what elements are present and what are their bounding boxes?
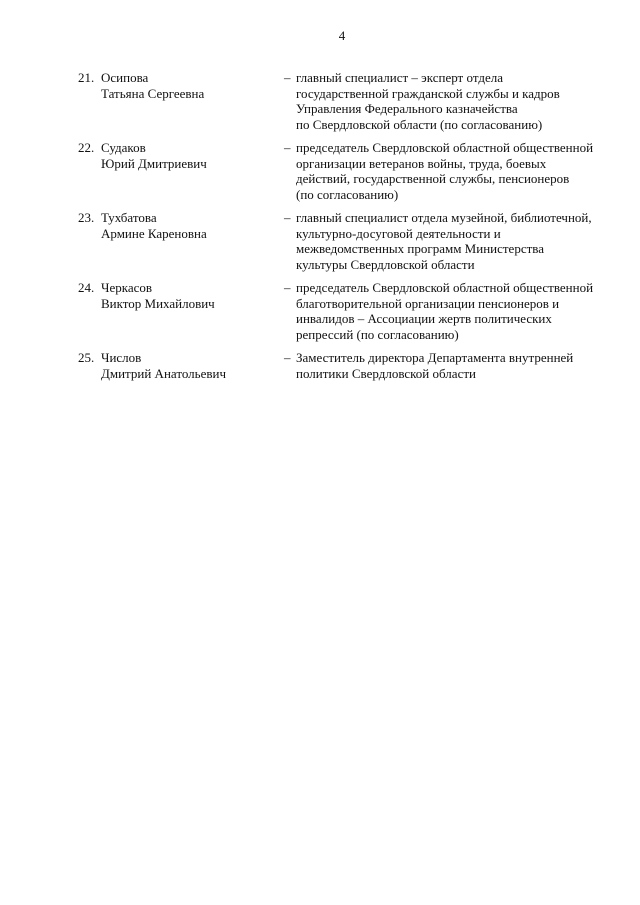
dash-separator: – xyxy=(284,70,291,85)
page-number: 4 xyxy=(338,28,346,43)
position-description-line: по Свердловской области (по согласованию) xyxy=(296,116,543,132)
position-description xyxy=(296,70,596,132)
item-number: 25. xyxy=(78,350,95,365)
position-description-line: благотворительной организации пенсионеров и xyxy=(296,295,560,311)
person-name-line: Виктор Михайлович xyxy=(101,295,215,311)
position-description-line: репрессий (по согласованию) xyxy=(296,326,459,342)
position-description-line: председатель Свердловской областной общественной xyxy=(296,140,594,155)
position-description-line: главный специалист отдела музейной, библиотечной, xyxy=(296,210,592,225)
person-name-line: Черкасов xyxy=(101,280,153,295)
person-name-line: Числов xyxy=(101,350,142,365)
person-name-line: Армине Кареновна xyxy=(101,225,207,241)
item-number: 24. xyxy=(78,280,95,295)
position-description-line: Заместитель директора Департамента внутренней xyxy=(296,350,574,365)
item-number: 21. xyxy=(78,70,95,85)
item-number: 23. xyxy=(78,210,95,225)
dash-separator: – xyxy=(284,210,291,225)
position-description-line: (по согласованию) xyxy=(296,186,399,202)
position-description xyxy=(296,210,596,272)
position-description-line: главный специалист – эксперт отдела xyxy=(296,70,503,85)
position-description xyxy=(296,350,596,381)
position-description-line: организации ветеранов войны, труда, боевых xyxy=(296,155,547,171)
dash-separator: – xyxy=(284,350,291,365)
item-number: 22. xyxy=(78,140,95,155)
person-name xyxy=(101,280,271,311)
position-description-line: государственной гражданской службы и кадров xyxy=(296,85,560,101)
dash-separator: – xyxy=(284,140,291,155)
person-name xyxy=(101,210,271,241)
position-description-line: Управления Федерального казначейства xyxy=(296,101,518,116)
position-description-line: действий, государственной службы, пенсионеров xyxy=(296,171,570,186)
position-description-line: политики Свердловской области xyxy=(296,365,476,381)
position-description xyxy=(296,280,596,342)
person-name-line: Осипова xyxy=(101,70,149,85)
person-name xyxy=(101,140,271,171)
position-description-line: культурно-досуговой деятельности и xyxy=(296,225,501,241)
person-name-line: Юрий Дмитриевич xyxy=(101,155,207,171)
position-description-line: инвалидов – Ассоциации жертв политических xyxy=(296,311,552,326)
person-name-line: Татьяна Сергеевна xyxy=(101,85,205,101)
person-name xyxy=(101,350,271,381)
position-description-line: межведомственных программ Министерства xyxy=(296,241,545,256)
person-name-line: Судаков xyxy=(101,140,146,155)
dash-separator: – xyxy=(284,280,291,295)
position-description-line: культуры Свердловской области xyxy=(296,256,475,272)
person-name-line: Дмитрий Анатольевич xyxy=(101,365,226,381)
person-name xyxy=(101,70,271,101)
position-description-line: председатель Свердловской областной общественной xyxy=(296,280,594,295)
position-description xyxy=(296,140,596,202)
person-name-line: Тухбатова xyxy=(101,210,157,225)
